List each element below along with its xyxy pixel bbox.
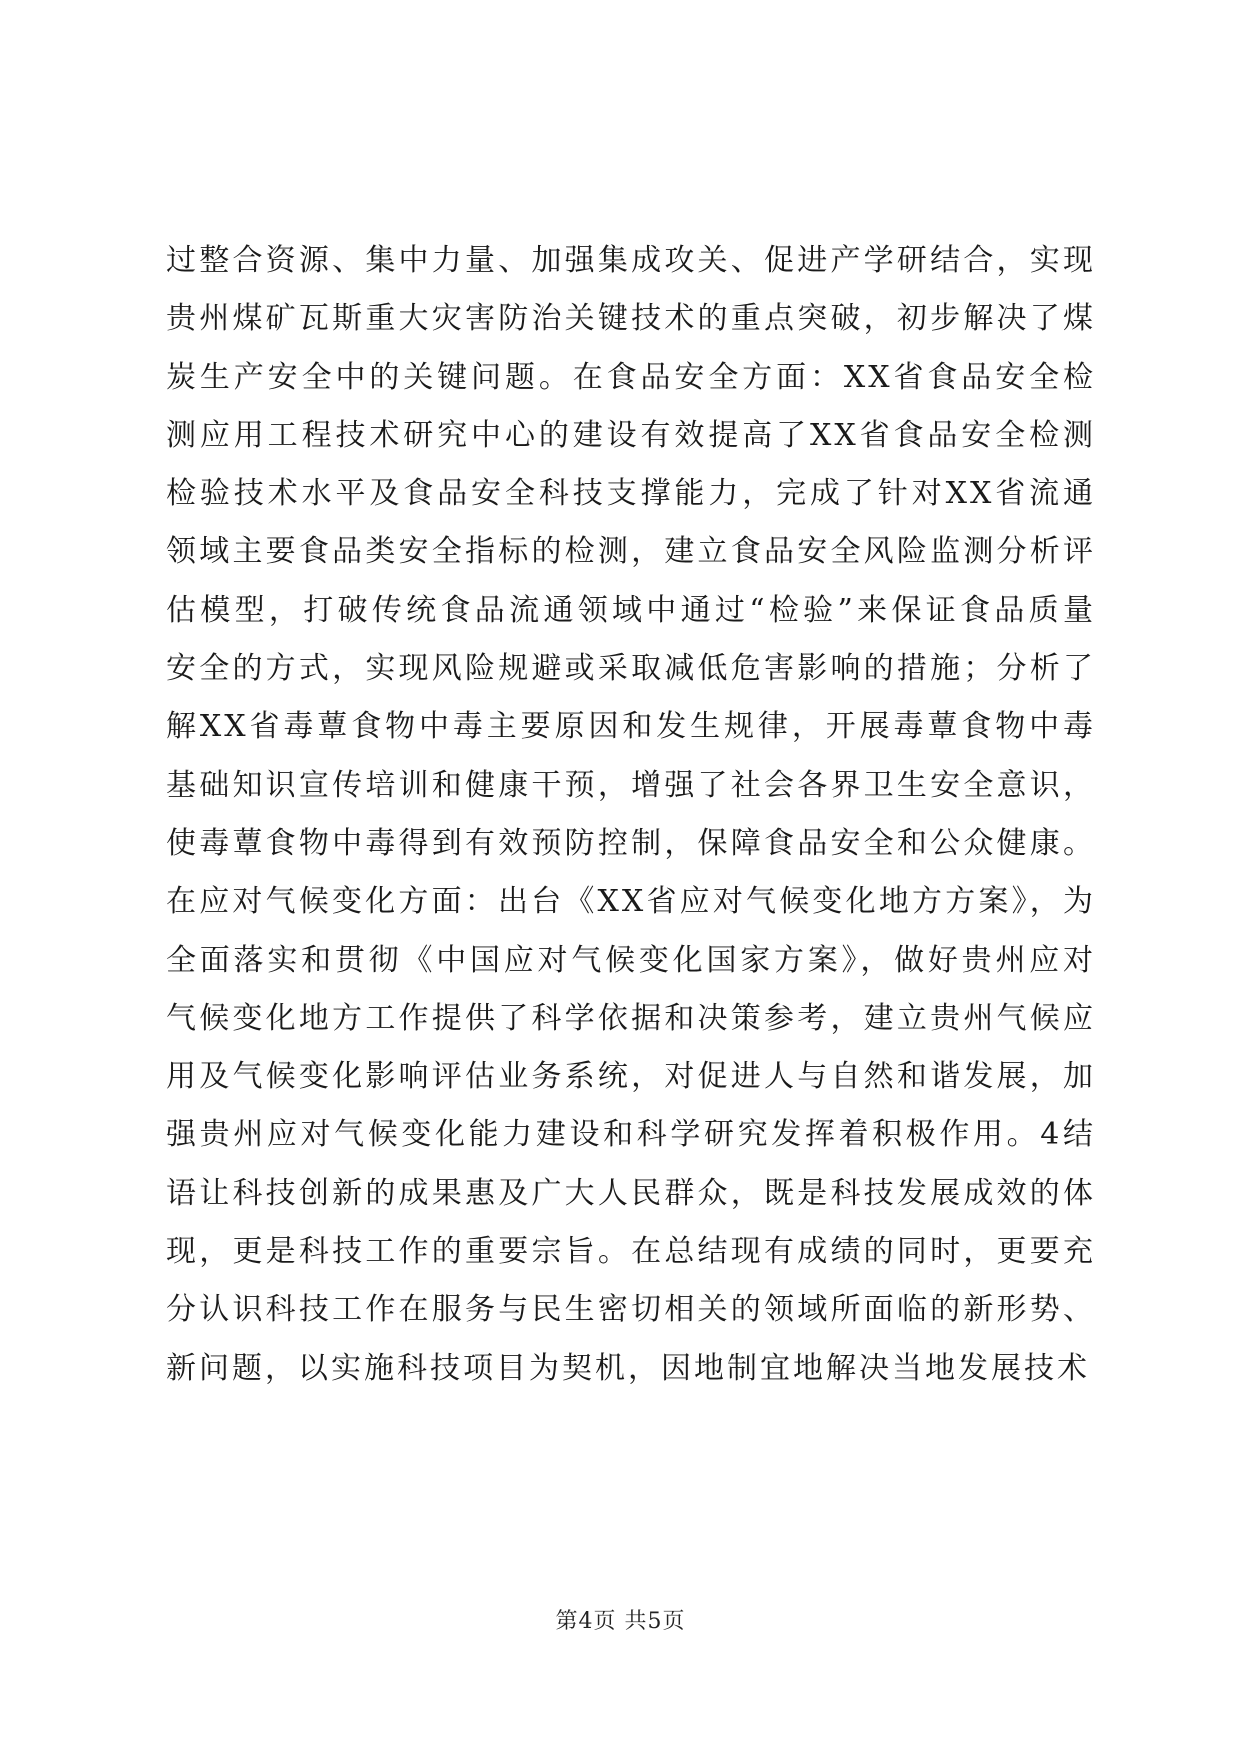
text-line: 炭生产安全中的关键问题。在食品安全方面：XX省食品安全检 (166, 359, 1096, 395)
text-line: 现，更是科技工作的重要宗旨。在总结现有成绩的同时，更要充 (166, 1234, 1096, 1270)
text-line: 新问题，以实施科技项目为契机，因地制宜地解决当地发展技术 (166, 1350, 1090, 1386)
text-line: 解XX省毒蕈食物中毒主要原因和发生规律，开展毒蕈食物中毒 (166, 709, 1096, 745)
text-line: 全面落实和贯彻《中国应对气候变化国家方案》，做好贵州应对 (166, 942, 1096, 978)
text-line: 在应对气候变化方面：出台《XX省应对气候变化地方方案》，为 (166, 884, 1096, 920)
text-line: 使毒蕈食物中毒得到有效预防控制，保障食品安全和公众健康。 (166, 825, 1096, 861)
text-line: 气候变化地方工作提供了科学依据和决策参考，建立贵州气候应 (166, 1000, 1096, 1036)
text-line: 分认识科技工作在服务与民生密切相关的领域所面临的新形势、 (166, 1292, 1096, 1328)
text-line: 检验技术水平及食品安全科技支撑能力，完成了针对XX省流通 (166, 476, 1096, 512)
text-line: 过整合资源、集中力量、加强集成攻关、促进产学研结合，实现 (166, 243, 1096, 278)
text-line: 测应用工程技术研究中心的建设有效提高了XX省食品安全检测 (166, 417, 1096, 453)
text-line: 强贵州应对气候变化能力建设和科学研究发挥着积极作用。4结 (166, 1117, 1096, 1153)
text-line: 语让科技创新的成果惠及广大人民群众，既是科技发展成效的体 (166, 1175, 1096, 1211)
page-number-footer: 第4页 共5页 (555, 1609, 686, 1634)
text-line: 基础知识宣传培训和健康干预，增强了社会各界卫生安全意识， (166, 767, 1096, 803)
text-line: 领域主要食品类安全指标的检测，建立食品安全风险监测分析评 (166, 534, 1096, 570)
text-line: 贵州煤矿瓦斯重大灾害防治关键技术的重点突破，初步解决了煤 (166, 301, 1096, 337)
document-body (166, 232, 1096, 1398)
text-line: 安全的方式，实现风险规避或采取减低危害影响的措施；分析了 (166, 651, 1096, 687)
text-line: 估模型，打破传统食品流通领域中通过“检验”来保证食品质量 (166, 592, 1096, 628)
text-line: 用及气候变化影响评估业务系统，对促进人与自然和谐发展，加 (166, 1059, 1096, 1095)
